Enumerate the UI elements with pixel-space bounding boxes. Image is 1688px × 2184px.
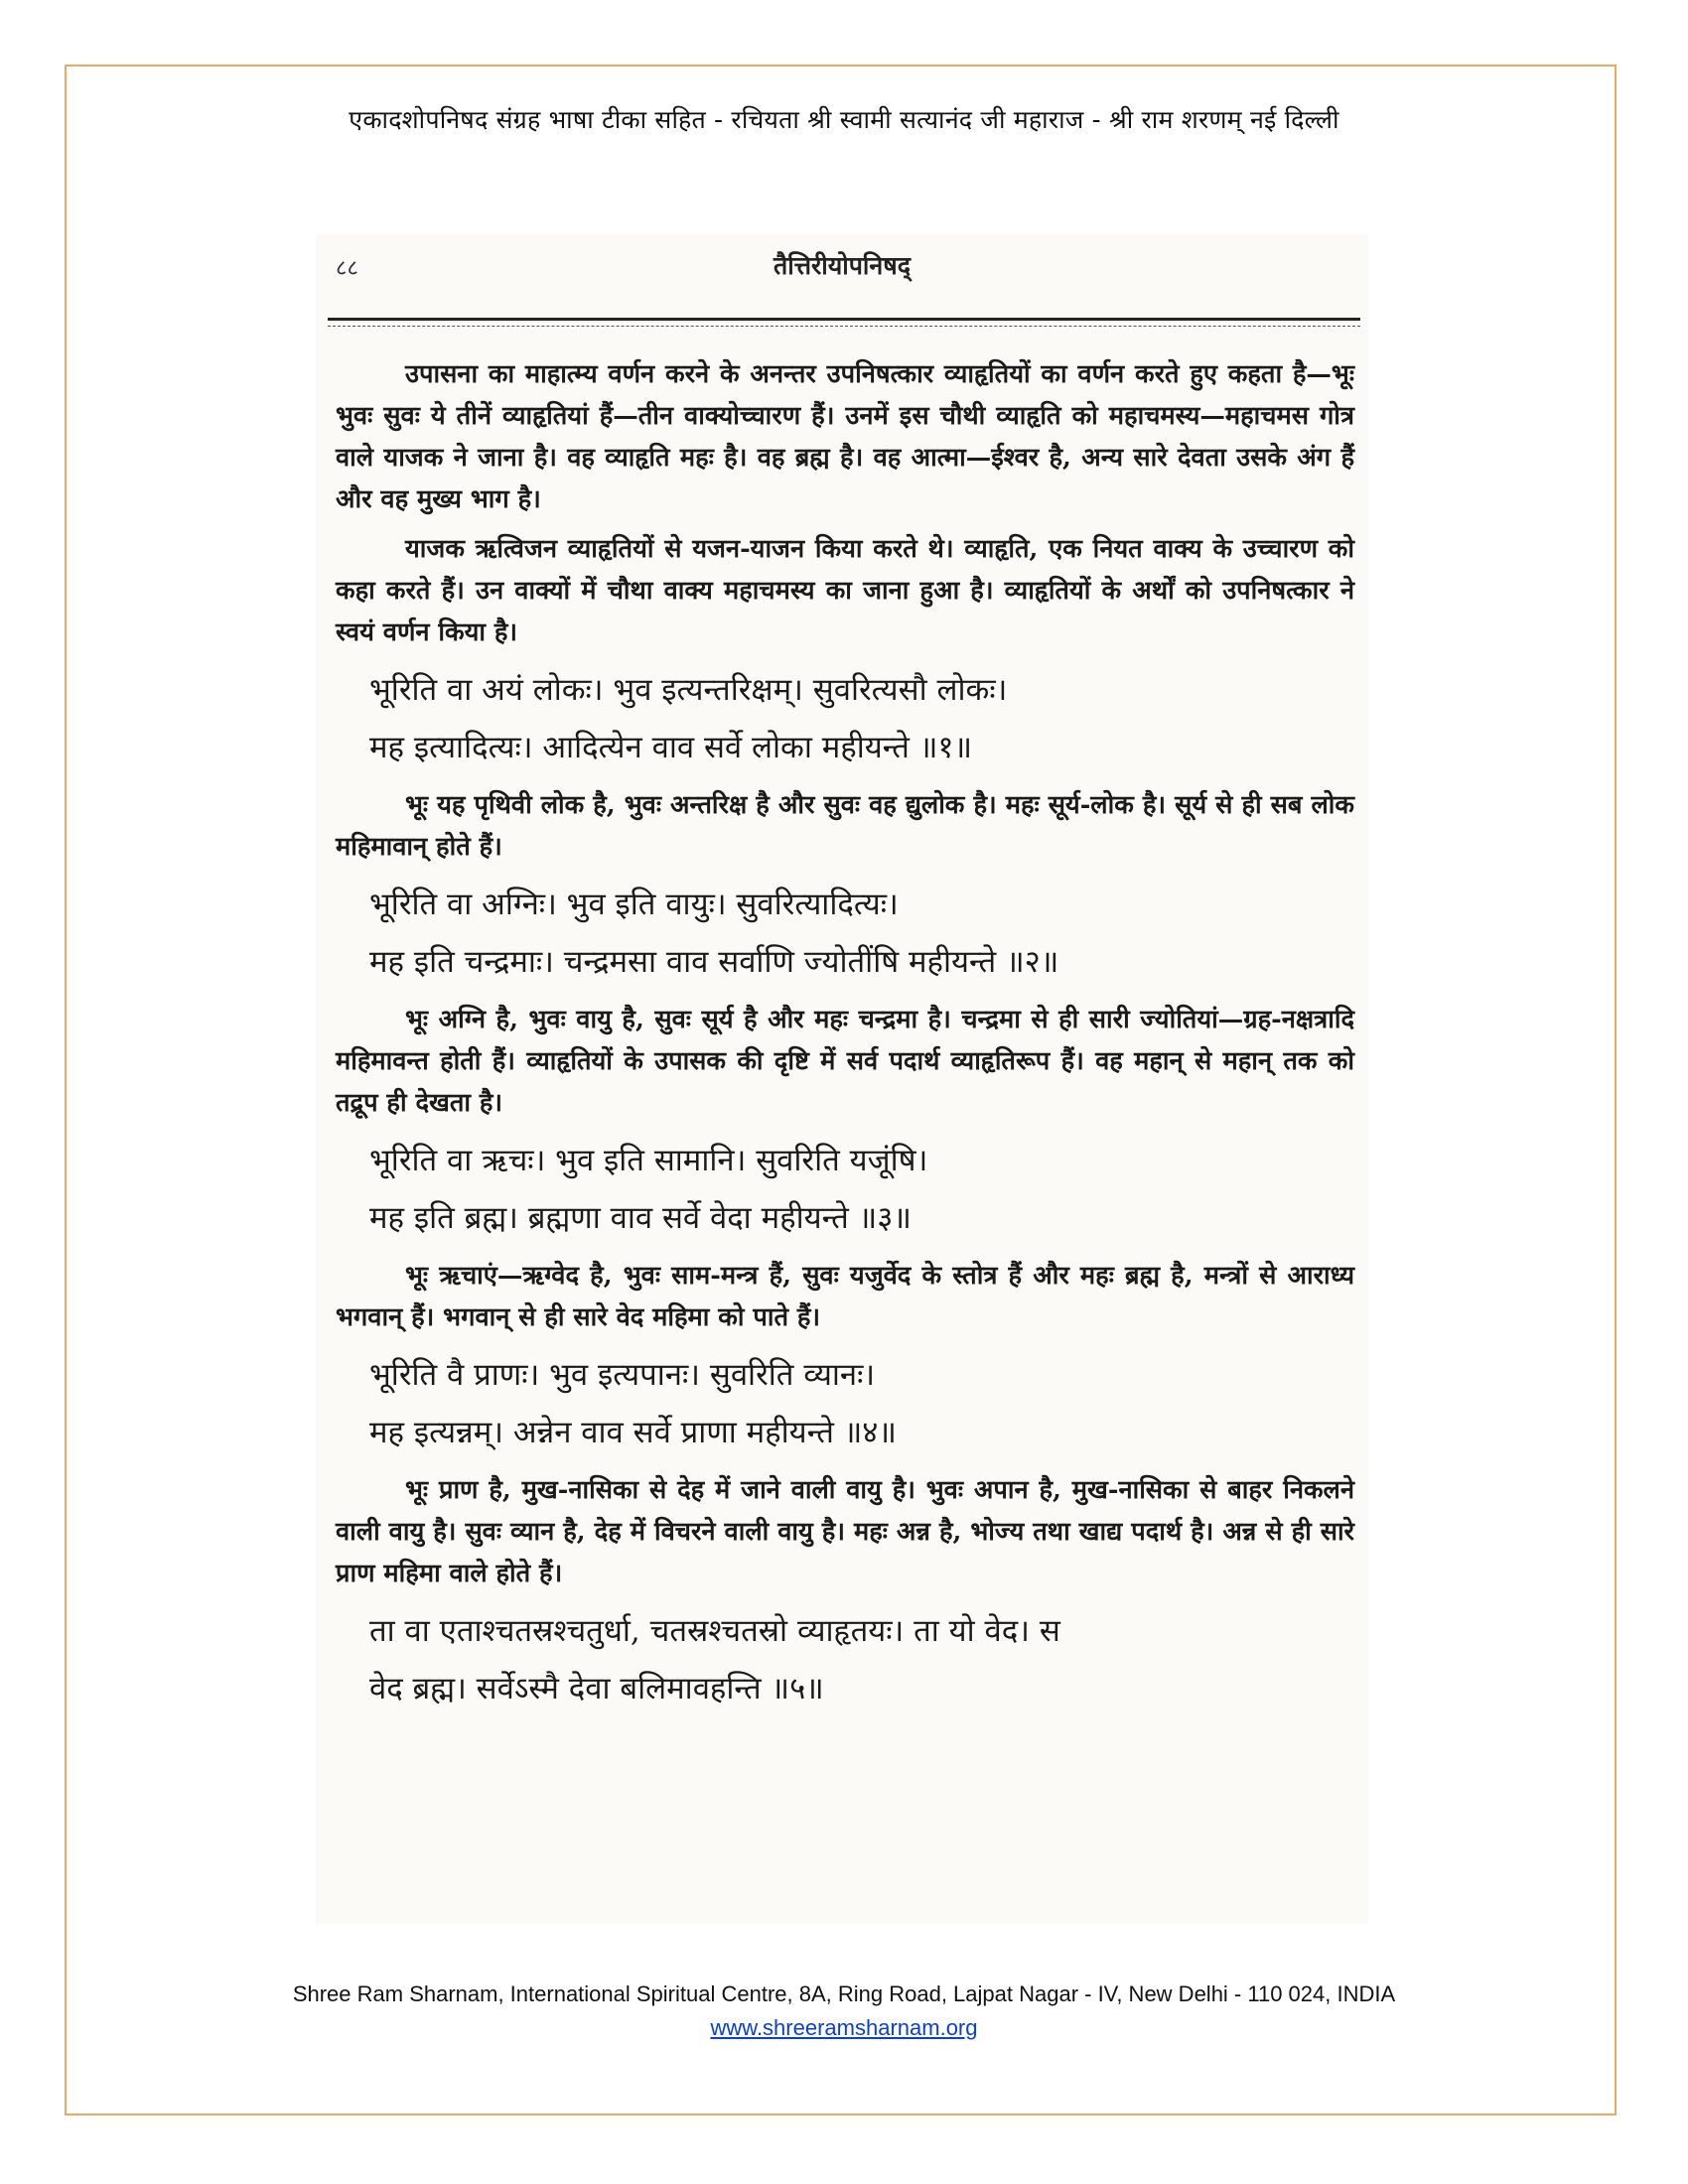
verse-line: मह इत्यादित्यः। आदित्येन वाव सर्वे लोका महीयन्ते ॥१॥ — [369, 730, 973, 765]
verse-line: मह इति ब्रह्म। ब्रह्मणा वाव सर्वे वेदा महीयन्ते ॥३॥ — [369, 1200, 912, 1236]
commentary-paragraph: भूः ऋचाएं—ऋग्वेद है, भुवः साम-मन्त्र हैं, सुवः यजुर्वेद के स्तोत्र हैं और महः ब्रह्म है, मन्त्रों से आराध्य भगवान् हैं। भगवान् से ही सारे वेद महिमा को पाते हैं। — [336, 1261, 1354, 1332]
verse-block — [369, 876, 1354, 991]
commentary-paragraph: भूः अग्नि है, भुवः वायु है, सुवः सूर्य है और महः चन्द्रमा है। चन्द्रमा से ही सारी ज्योतियां—ग्रह-नक्षत्रादि महिमावन्त होती हैं। व्याहृतियों के उपासक की दृष्टि में सर्व पदार्थ व्याहृतिरूप हैं। वह महान् से महान् तक को तद्रूप ही देखता है। — [336, 1005, 1354, 1118]
header-rule — [328, 318, 1360, 321]
scanned-page — [316, 234, 1368, 1924]
page-body — [336, 353, 1354, 1725]
document-header: एकादशोपनिषद संग्रह भाषा टीका सहित - रचियता श्री स्वामी सत्यानंद जी महाराज - श्री राम शरणम् नई दिल्ली — [349, 105, 1339, 134]
commentary-paragraph: उपासना का माहात्म्य वर्णन करने के अनन्तर उपनिषत्कार व्याहृतियों का वर्णन करते हुए कहता है—भूः भुवः सुवः ये तीनें व्याहृतियां हैं—तीन वाक्योच्चारण हैं। उनमें इस चौथी व्याहृति को महाचमस्य—महाचमस गोत्र वाले याजक ने जाना है। वह व्याहृति महः है। वह ब्रह्म है। वह आत्मा—ईश्वर है, अन्य सारे देवता उसके अंग हैं और वह मुख्य भाग है। — [336, 359, 1354, 514]
verse-line: मह इति चन्द्रमाः। चन्द्रमसा वाव सर्वाणि ज्योतींषि महीयन्ते ॥२॥ — [369, 944, 1059, 980]
verse-line: भूरिति वा अग्निः। भुव इति वायुः। सुवरित्यादित्यः। — [369, 887, 899, 922]
commentary-paragraph: भूः प्राण है, मुख-नासिका से देह में जाने वाली वायु है। भुवः अपान है, मुख-नासिका से बाहर निकलने वाली वायु है। सुवः व्यान है, देह में विचरने वाली वायु है। महः अन्न है, भोज्य तथा खाद्य पदार्थ है। अन्न से ही सारे प्राण महिमा वाले होते हैं। — [336, 1475, 1354, 1588]
commentary-paragraph: भूः यह पृथिवी लोक है, भुवः अन्तरिक्ष है और सुवः वह द्युलोक है। महः सूर्य-लोक है। सूर्य से ही सब लोक महिमावान् होते हैं। — [336, 790, 1354, 862]
page-number: ८८ — [336, 256, 358, 281]
verse-block — [369, 1602, 1354, 1717]
verse-line: भूरिति वा ऋचः। भुव इति सामानि। सुवरिति यजूंषि। — [369, 1143, 928, 1178]
commentary-paragraph: याजक ऋत्विजन व्याहृतियों से यजन-याजन किया करते थे। व्याहृति, एक नियत वाक्य के उच्चारण को कहा करते हैं। उन वाक्यों में चौथा वाक्य महाचमस्य का जाना हुआ है। व्याहृतियों के अर्थों को उपनिषत्कार ने स्वयं वर्णन किया है। — [336, 534, 1354, 647]
verse-line: मह इत्यन्नम्। अन्नेन वाव सर्वे प्राणा महीयन्ते ॥४॥ — [369, 1415, 897, 1450]
footer-address: Shree Ram Sharnam, International Spiritual Centre, 8A, Ring Road, Lajpat Nagar - IV, New Delhi - 110 024, INDIA — [292, 1981, 1396, 2006]
verse-block — [369, 661, 1354, 776]
verse-line: ता वा एताश्चतस्रश्चतुर्धा, चतस्रश्चतस्रो व्याहृतयः। ता यो वेद। स — [369, 1613, 1060, 1649]
header-rule-thin — [328, 326, 1360, 327]
running-head: तैत्तिरीयोपनिषद् — [774, 251, 911, 280]
verse-line: भूरिति वा अयं लोकः। भुव इत्यन्तरिक्षम्। सुवरित्यसौ लोकः। — [369, 672, 1008, 708]
verse-block — [369, 1346, 1354, 1461]
verse-line: भूरिति वै प्राणः। भुव इत्यपानः। सुवरिति व्यानः। — [369, 1357, 876, 1393]
website-link[interactable]: www.shreeramsharnam.org — [710, 2015, 978, 2040]
verse-line: वेद ब्रह्म। सर्वेऽस्मै देवा बलिमावहन्ति ॥५॥ — [369, 1671, 824, 1706]
verse-block — [369, 1132, 1354, 1247]
